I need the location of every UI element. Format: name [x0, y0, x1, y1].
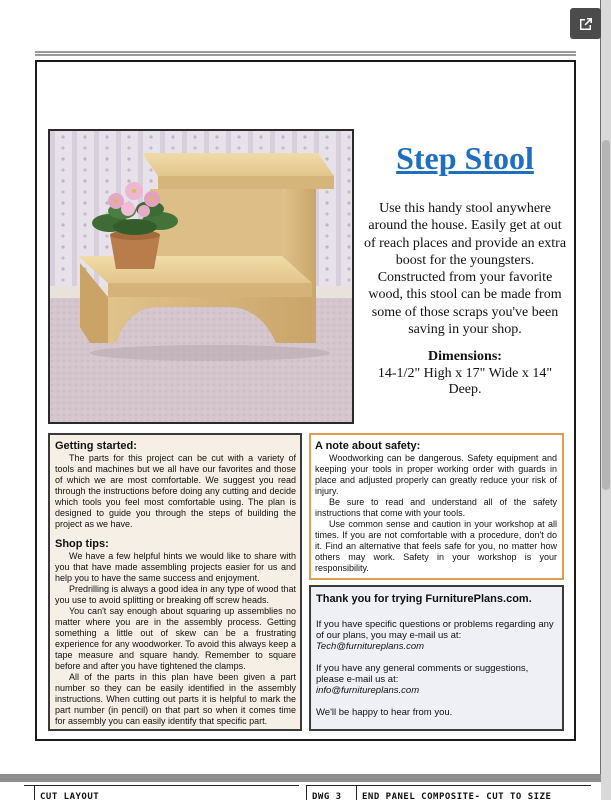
- thanks-heading: Thank you for trying FurniturePlans.com.: [316, 593, 532, 605]
- tech-email-link[interactable]: Tech@furnitureplans.com: [316, 641, 425, 652]
- problems-text: If you have specific questions or problems regarding any of our plans, you may e-mail us at:: [316, 619, 554, 641]
- cut-layout-label: CUT LAYOUT: [40, 792, 100, 800]
- top-rule: [35, 51, 576, 56]
- shop-tips-heading: Shop tips:: [55, 538, 109, 550]
- comments-text: If you have any general comments or suggestions, please e-mail us at:: [316, 663, 529, 685]
- info-email-link[interactable]: info@furnitureplans.com: [316, 685, 420, 696]
- shop-tips-paragraph: We have a few helpful hints we would like to share with you that have made assembling projects easier for us and help you to have the same success and enjoyment.: [55, 551, 296, 583]
- next-page-divider: [306, 785, 307, 800]
- comments-contact: [316, 663, 557, 696]
- closing-text: We'll be happy to hear from you.: [316, 707, 453, 718]
- next-page-divider: [356, 785, 357, 800]
- shop-tips-paragraph: Predrilling is always a good idea in any type of wood that you use to avoid splitting or breaking off screw heads.: [55, 584, 296, 605]
- shop-tips-paragraph: All of the parts in this plan have been given a part number so they can be easily identified in the assembly instructions. When cutting out parts it is helpful to mark the part number (in pencil) on that part so when it comes time for assembly you can easily identify that specific part.: [55, 672, 296, 726]
- scrollbar-thumb[interactable]: [602, 140, 610, 490]
- safety-paragraph: Woodworking can be dangerous. Safety equipment and keeping your tools in proper working order with guards in place and adjusted properly can greatly reduce your risk of injury.: [315, 453, 557, 496]
- intro-text: Use this handy stool anywhere around the house. Easily get at out of reach places and provide an extra boost for the youngsters. Constructed from your favorite wood, this stool can be made from some of those scraps you've been saving in your shop.: [363, 201, 567, 338]
- safety-paragraph: Use common sense and caution in your workshop at all times. If you are not comfortable with a procedure, don't do it. Find an alternative that feels safe for you, no matter how others may work. Safety in your workshop is your responsibility.: [315, 519, 557, 573]
- safety-heading: A note about safety:: [315, 440, 421, 452]
- open-in-new-window-button[interactable]: [570, 8, 601, 39]
- safety-paragraph: Be sure to read and understand all of the safety instructions that come with your tools.: [315, 497, 557, 518]
- dimensions-text: 14-1/2" High x 17" Wide x 14" Deep.: [377, 366, 553, 397]
- open-in-new-window-icon: [578, 16, 594, 32]
- getting-started-paragraph: The parts for this project can be cut with a variety of tools and machines but we all have our favorites and those of which we are most comfortable. We suggest you read through the instructions before doing any cutting and decide which tools you feel most comfortable using. The plan is designed to guide you through the steps of building the project as we have.: [55, 453, 296, 529]
- problems-contact: [316, 619, 557, 652]
- dimensions-heading: Dimensions:: [428, 349, 502, 364]
- next-page-preview: [0, 782, 611, 800]
- next-page-rule: [24, 785, 299, 786]
- page-title: Step Stool: [396, 140, 534, 176]
- drawing-number-label: DWG 3: [312, 792, 342, 800]
- getting-started-heading: Getting started:: [55, 440, 137, 452]
- getting-started-box: [48, 433, 302, 731]
- next-page-divider: [34, 785, 35, 800]
- vertical-scrollbar[interactable]: [601, 0, 611, 800]
- next-page-rule: [306, 785, 591, 786]
- drawing-title-label: END PANEL COMPOSITE- CUT TO SIZE: [362, 792, 552, 800]
- safety-box: [309, 433, 564, 580]
- thanks-box: [309, 585, 564, 731]
- step-stool-photo: [48, 129, 354, 424]
- shop-tips-paragraph: You can't say enough about squaring up assemblies no matter where you are in the assembly process. Getting something a little out of skew can be a frustrating experience for any woodworker. To avoid this always keep a tape measure and square handy. Remember to square before and after you have tightened the clamps.: [55, 606, 296, 671]
